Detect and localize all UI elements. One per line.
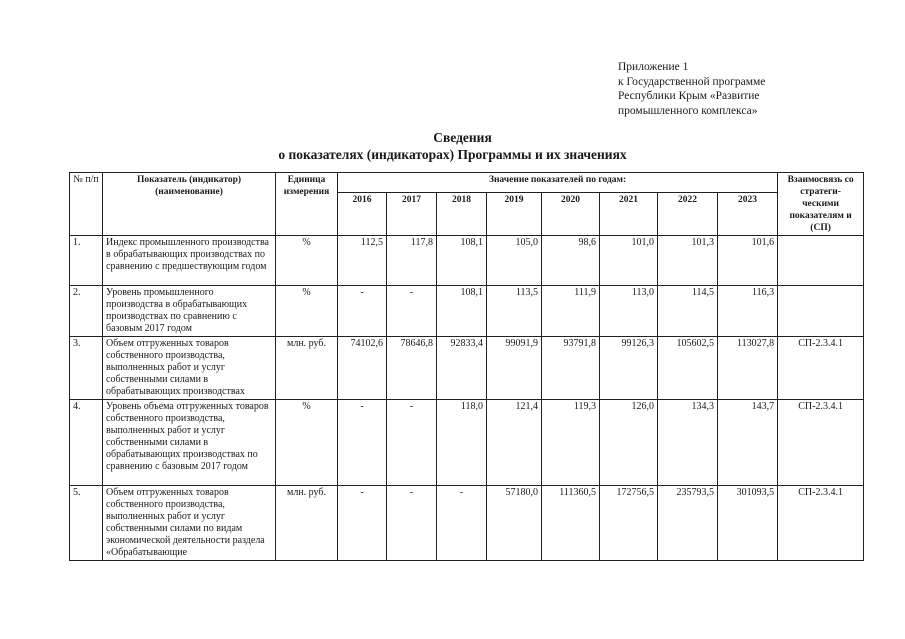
value-cell: 112,5: [338, 236, 387, 286]
header-link: Взаимосвязь со стратеги- ческими показателям и (СП): [778, 173, 864, 236]
value-cell: -: [338, 486, 387, 561]
unit-cell: %: [276, 286, 338, 337]
value-cell: 98,6: [542, 236, 600, 286]
value-cell: 101,3: [658, 236, 718, 286]
table-row: [70, 236, 864, 286]
value-cell: -: [387, 400, 437, 486]
table-row: [70, 400, 864, 486]
value-cell: 126,0: [600, 400, 658, 486]
header-year: 2017: [387, 193, 437, 236]
header-indicator: Показатель (индикатор) (наименование): [103, 173, 276, 236]
indicator-name: Уровень промышленного производства в обрабатывающих производствах по сравнению с базовым 2017 годом: [103, 286, 276, 337]
appendix-line: Приложение 1: [618, 61, 689, 73]
unit-cell: %: [276, 400, 338, 486]
value-cell: -: [338, 400, 387, 486]
value-cell: 113,0: [600, 286, 658, 337]
table-row: [70, 286, 864, 337]
appendix-line: промышленного комплекса»: [618, 104, 758, 117]
header-year: 2022: [658, 193, 718, 236]
value-cell: 113027,8: [718, 337, 778, 400]
row-number: 4.: [70, 400, 103, 486]
strategic-link-cell: СП-2.3.4.1: [778, 400, 864, 486]
appendix-line: Республики Крым «Развитие: [618, 90, 760, 102]
value-cell: 105602,5: [658, 337, 718, 400]
indicator-name: Уровень объема отгруженных товаров собственного производства, выполненных работ и услуг собственными силами в обрабатывающих производствах по сравнению с базовым 2017 годом: [103, 400, 276, 486]
header-year: 2018: [437, 193, 487, 236]
value-cell: 111,9: [542, 286, 600, 337]
header-values-group: Значение показателей по годам:: [338, 173, 778, 193]
strategic-link-cell: СП-2.3.4.1: [778, 486, 864, 561]
row-number: 5.: [70, 486, 103, 561]
value-cell: 114,5: [658, 286, 718, 337]
header-number: № п/п: [70, 173, 103, 236]
strategic-link-cell: [778, 286, 864, 337]
indicator-name: Индекс промышленного производства в обрабатывающих производствах по сравнению с предшествующим годом: [103, 236, 276, 286]
value-cell: 134,3: [658, 400, 718, 486]
document-subtitle: о показателях (индикаторах) Программы и их значениях: [278, 147, 627, 162]
value-cell: -: [437, 486, 487, 561]
value-cell: 118,0: [437, 400, 487, 486]
value-cell: 99126,3: [600, 337, 658, 400]
strategic-link-cell: СП-2.3.4.1: [778, 337, 864, 400]
value-cell: 111360,5: [542, 486, 600, 561]
indicators-table: [69, 172, 864, 561]
value-cell: 78646,8: [387, 337, 437, 400]
row-number: 2.: [70, 286, 103, 337]
value-cell: 101,6: [718, 236, 778, 286]
value-cell: 119,3: [542, 400, 600, 486]
value-cell: 108,1: [437, 236, 487, 286]
value-cell: 101,0: [600, 236, 658, 286]
value-cell: 108,1: [437, 286, 487, 337]
header-unit: Единица измерения: [276, 173, 338, 236]
value-cell: 57180,0: [487, 486, 542, 561]
value-cell: 117,8: [387, 236, 437, 286]
row-number: 3.: [70, 337, 103, 400]
value-cell: 172756,5: [600, 486, 658, 561]
value-cell: 113,5: [487, 286, 542, 337]
row-number: 1.: [70, 236, 103, 286]
value-cell: 301093,5: [718, 486, 778, 561]
appendix-line: к Государственной программе: [618, 75, 766, 88]
value-cell: 116,3: [718, 286, 778, 337]
value-cell: -: [387, 486, 437, 561]
value-cell: 121,4: [487, 400, 542, 486]
value-cell: 143,7: [718, 400, 778, 486]
unit-cell: %: [276, 236, 338, 286]
header-year: 2020: [542, 193, 600, 236]
value-cell: -: [387, 286, 437, 337]
indicator-name: Объем отгруженных товаров собственного производства, выполненных работ и услуг собственными силами в обрабатывающих производствах: [103, 337, 276, 400]
indicator-name-text: Объем отгруженных товаров собственного производства, выполненных работ и услуг собственными силами по видам экономической деятельности раздела «Обрабатывающие: [106, 487, 265, 558]
indicator-name: [103, 486, 276, 561]
header-year: 2019: [487, 193, 542, 236]
header-year: 2016: [338, 193, 387, 236]
unit-cell: млн. руб.: [276, 486, 338, 561]
strategic-link-cell: [778, 236, 864, 286]
table-row: [70, 486, 864, 561]
value-cell: 92833,4: [437, 337, 487, 400]
appendix-note: [618, 60, 765, 118]
value-cell: 235793,5: [658, 486, 718, 561]
document-title: Сведения: [433, 130, 492, 145]
value-cell: -: [338, 286, 387, 337]
header-year: 2021: [600, 193, 658, 236]
value-cell: 93791,8: [542, 337, 600, 400]
table-row: [70, 337, 864, 400]
header-year: 2023: [718, 193, 778, 236]
value-cell: 99091,9: [487, 337, 542, 400]
unit-cell: млн. руб.: [276, 337, 338, 400]
value-cell: 105,0: [487, 236, 542, 286]
value-cell: 74102,6: [338, 337, 387, 400]
